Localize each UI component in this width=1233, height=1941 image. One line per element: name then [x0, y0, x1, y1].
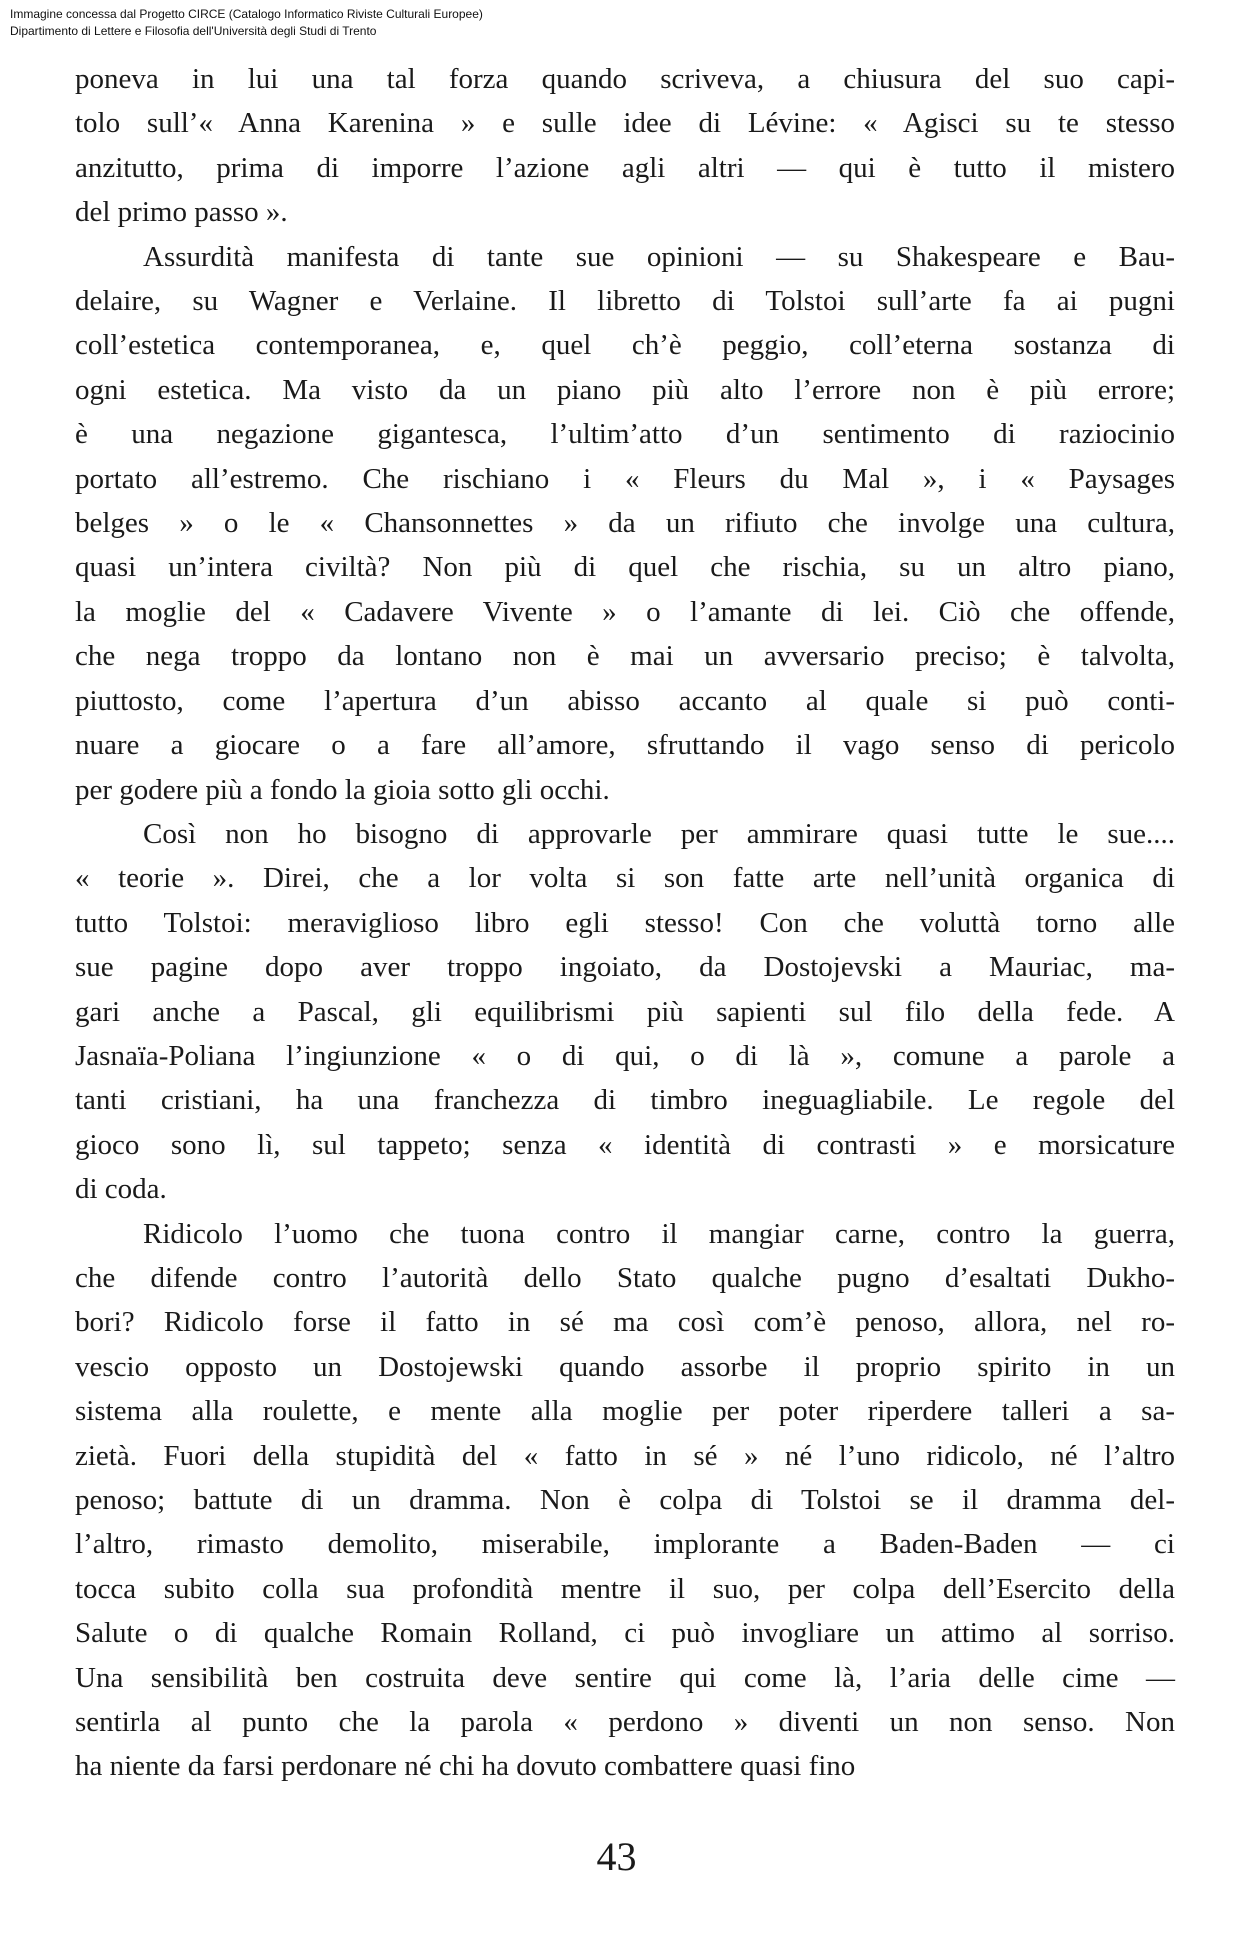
text-line: anzitutto, prima di imporre l’azione agli altri — qui è tutto il mistero [75, 151, 1175, 184]
text-line: « teorie ». Direi, che a lor volta si son fatte arte nell’unità organica di [75, 862, 1175, 895]
text-line: zietà. Fuori della stupidità del « fatto in sé » né l’uno ridicolo, né l’altro [75, 1439, 1175, 1472]
text-line: sistema alla roulette, e mente alla moglie per poter riperdere talleri a sa- [75, 1395, 1175, 1428]
text-line: tanti cristiani, ha una franchezza di timbro ineguagliabile. Le regole del [75, 1084, 1175, 1117]
text-line: Jasnaïa-Poliana l’ingiunzione « o di qui, o di là », comune a parole a [75, 1039, 1175, 1072]
credit-line-2: Dipartimento di Lettere e Filosofia dell'Università degli Studi di Trento [10, 24, 377, 38]
text-line: tolo sull’« Anna Karenina » e sulle idee di Lévine: « Agisci su te stesso [75, 107, 1175, 140]
text-line: Una sensibilità ben costruita deve sentire qui come là, l’aria delle cime — [75, 1661, 1175, 1694]
text-line: vescio opposto un Dostojewski quando assorbe il proprio spirito in un [75, 1350, 1175, 1383]
text-line: quasi un’intera civiltà? Non più di quel che rischia, su un altro piano, [75, 551, 1175, 584]
credit-line-1: Immagine concessa dal Progetto CIRCE (Catalogo Informatico Riviste Culturali Europee) [10, 7, 483, 21]
paragraph [75, 57, 1175, 235]
text-line: per godere più a fondo la gioia sotto gli occhi. [75, 773, 610, 806]
text-line: è una negazione gigantesca, l’ultim’atto d’un sentimento di raziocinio [75, 418, 1175, 451]
text-line: tutto Tolstoi: meraviglioso libro egli stesso! Con che voluttà torno alle [75, 906, 1175, 939]
text-line: sue pagine dopo aver troppo ingoiato, da Dostojevski a Mauriac, ma- [75, 951, 1175, 984]
text-line: belges » o le « Chansonnettes » da un rifiuto che involge una cultura, [75, 507, 1175, 540]
text-line: portato all’estremo. Che rischiano i « Fleurs du Mal », i « Paysages [75, 462, 1175, 495]
paragraph [75, 1212, 1175, 1789]
text-line: coll’estetica contemporanea, e, quel ch’è peggio, coll’eterna sostanza di [75, 329, 1175, 362]
text-line: tocca subito colla sua profondità mentre il suo, per colpa dell’Esercito della [75, 1572, 1175, 1605]
paragraph [75, 812, 1175, 1212]
text-line: nuare a giocare o a fare all’amore, sfruttando il vago senso di pericolo [75, 729, 1175, 762]
text-line: Così non ho bisogno di approvarle per ammirare quasi tutte le sue.... [143, 817, 1175, 850]
text-line: poneva in lui una tal forza quando scriveva, a chiusura del suo capi- [75, 63, 1175, 95]
text-line: l’altro, rimasto demolito, miserabile, implorante a Baden-Baden — ci [75, 1528, 1175, 1561]
text-line: Assurdità manifesta di tante sue opinioni — su Shakespeare e Bau- [143, 240, 1175, 273]
body-text [75, 57, 1175, 1789]
text-line: gioco sono lì, sul tappeto; senza « identità di contrasti » e morsicature [75, 1128, 1175, 1161]
text-line: sentirla al punto che la parola « perdono » diventi un non senso. Non [75, 1706, 1175, 1739]
text-line: di coda. [75, 1173, 167, 1206]
text-line: che nega troppo da lontano non è mai un avversario preciso; è talvolta, [75, 640, 1175, 673]
credit-notice [10, 6, 483, 40]
text-line: Salute o di qualche Romain Rolland, ci può invogliare un attimo al sorriso. [75, 1617, 1175, 1650]
text-line: che difende contro l’autorità dello Stato qualche pugno d’esaltati Dukho- [75, 1261, 1175, 1294]
text-line: bori? Ridicolo forse il fatto in sé ma così com’è penoso, allora, nel ro- [75, 1306, 1175, 1339]
text-line: delaire, su Wagner e Verlaine. Il libretto di Tolstoi sull’arte fa ai pugni [75, 285, 1175, 318]
paragraph [75, 235, 1175, 812]
text-line: piuttosto, come l’apertura d’un abisso accanto al quale si può conti- [75, 684, 1175, 717]
text-line: ogni estetica. Ma visto da un piano più alto l’errore non è più errore; [75, 373, 1175, 406]
page-number: 43 [596, 1834, 637, 1879]
text-line: la moglie del « Cadavere Vivente » o l’amante di lei. Ciò che offende, [75, 595, 1175, 628]
text-line: del primo passo ». [75, 196, 288, 229]
text-line: ha niente da farsi perdonare né chi ha dovuto combattere quasi fino [75, 1750, 856, 1783]
text-line: Ridicolo l’uomo che tuona contro il mangiar carne, contro la guerra, [143, 1217, 1175, 1250]
text-line: penoso; battute di un dramma. Non è colpa di Tolstoi se il dramma del- [75, 1484, 1175, 1516]
text-line: gari anche a Pascal, gli equilibrismi più sapienti sul filo della fede. A [75, 995, 1175, 1028]
